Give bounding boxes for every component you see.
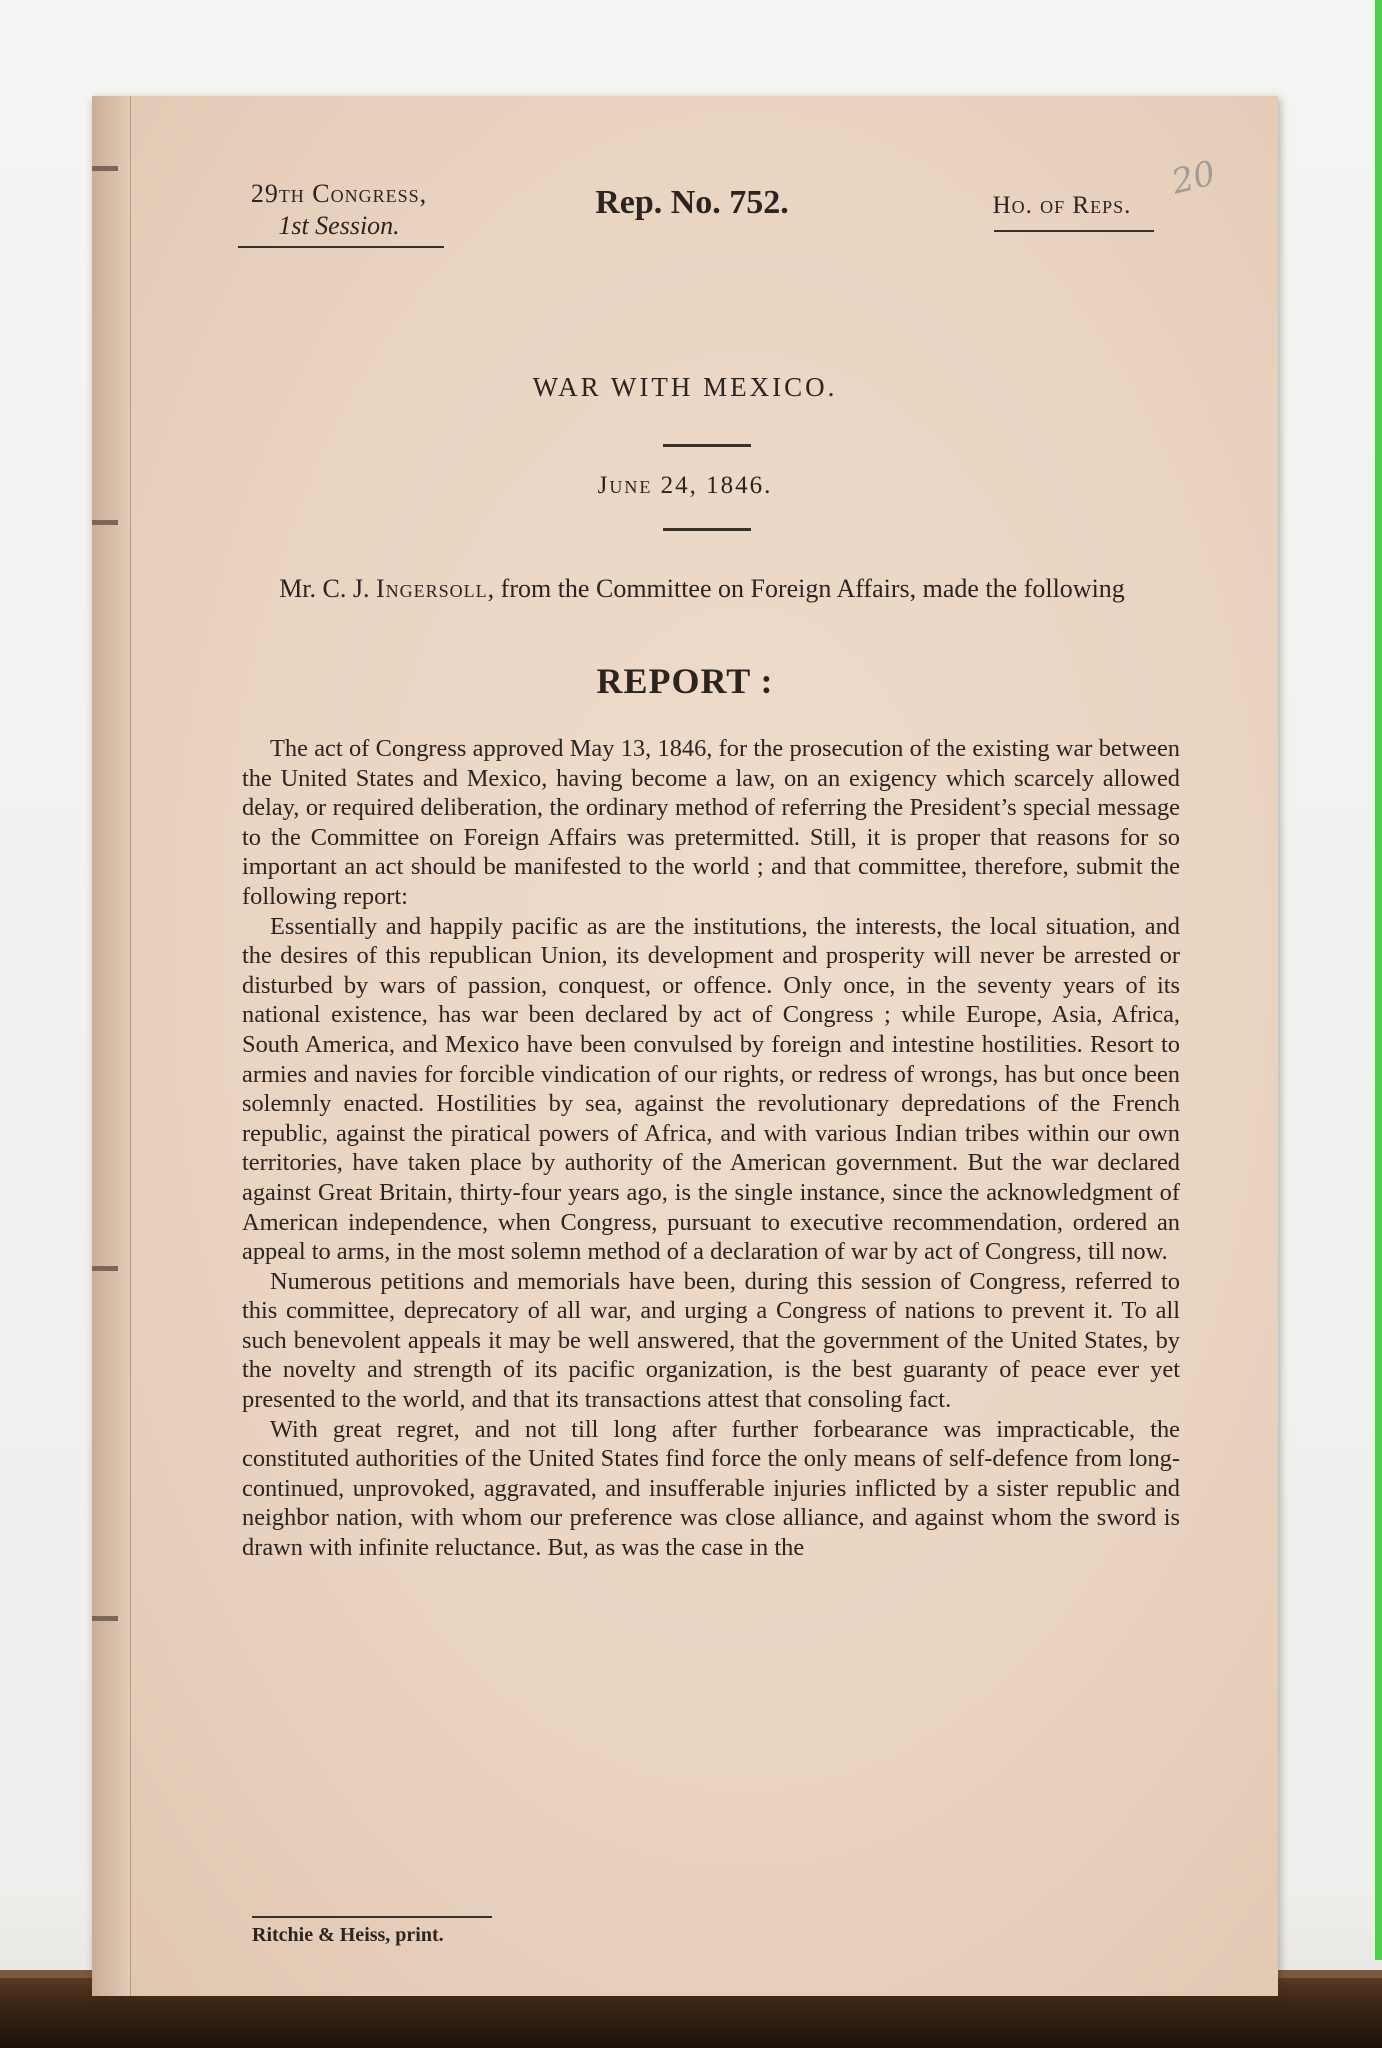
house-label: Ho. of Reps. bbox=[992, 192, 1132, 219]
intro-line bbox=[242, 572, 1162, 606]
report-number: Rep. No. 752. bbox=[595, 184, 789, 221]
document-page bbox=[92, 96, 1278, 1996]
intro-name: Ingersoll bbox=[376, 574, 488, 603]
pencil-mark: 20 bbox=[1167, 153, 1220, 203]
congress-label: 29th Congress, bbox=[250, 179, 428, 208]
document-date: June 24, 1846. bbox=[597, 472, 773, 499]
green-edge-strip bbox=[1375, 0, 1382, 1960]
paragraph: Essentially and happily pacific as are the institutions, the interests, the local situation, and the desires of this republican Union, its development and prosperity will never be arrested or disturbed by wars of passion, conquest, or offence. Only once, in the seventy years of its national existence, has war been declared by act of Congress ; while Europe, Asia, Africa, South America, and Mexico have been convulsed by foreign and intestine hostilities. Resort to armies and navies for forcible vindication of our rights, or redress of wrongs, has but once been solemnly enacted. Hostilities by sea, against the revolutionary depredations of the French republic, against the piratical powers of Africa, and with various Indian tribes within our own territories, have taken place by authority of the American government. But the war declared against Great Britain, thirty-four years ago, is the single instance, since the acknowledgment of American independence, when Congress, pursuant to executive recommendation, ordered an appeal to arms, in the most solemn method of a declaration of war by act of Congress, till now. bbox=[242, 912, 1180, 1266]
session-label: 1st Session. bbox=[278, 211, 400, 240]
paragraph: The act of Congress approved May 13, 1846, for the prosecution of the existing war between the United States and Mexico, having become a law, on an exigency which scarcely allowed delay, or required deliberation, the ordinary method of referring the President’s special message to the Committee on Foreign Affairs was pretermitted. Still, it is proper that reasons for so important an act should be manifested to the world ; and that committee, therefore, submit the following report: bbox=[242, 735, 1180, 910]
paragraph: With great regret, and not till long after further forbearance was impracticable, the constituted authorities of the United States find force the only means of self-defence from long-continued, unprovoked, aggravated, and insufferable injuries inflicted by a sister republic and neighbor nation, with whom our preference was close alliance, and against whom the sword is drawn with infinite reluctance. But, as was the case in the bbox=[242, 1415, 1180, 1562]
binding-stitch bbox=[92, 1266, 118, 1271]
binding-stitch bbox=[92, 166, 118, 171]
header-rule-right bbox=[994, 230, 1154, 232]
date-rule bbox=[663, 528, 751, 531]
intro-prefix: Mr. C. J. bbox=[279, 574, 376, 603]
congress-session-label bbox=[234, 178, 444, 242]
intro-suffix: , from the Committee on Foreign Affairs, made the following bbox=[487, 574, 1125, 603]
binding-stitch bbox=[92, 1616, 118, 1621]
header-rule-left bbox=[238, 246, 444, 248]
report-heading: REPORT : bbox=[596, 661, 774, 701]
paragraph: Numerous petitions and memorials have been, during this session of Congress, referred to this committee, deprecatory of all war, and urging a Congress of nations to prevent it. To all such benevolent appeals it may be well answered, that the government of the United States, by the novelty and strength of its pacific organization, is the best guaranty of peace ever yet presented to the world, and that its transactions attest that consoling fact. bbox=[242, 1267, 1180, 1414]
title-rule bbox=[663, 444, 751, 447]
printer-imprint: Ritchie & Heiss, print. bbox=[252, 1916, 492, 1947]
document-title: WAR WITH MEXICO. bbox=[532, 372, 838, 402]
binding-stitch bbox=[92, 520, 118, 525]
report-body bbox=[242, 734, 1180, 1563]
